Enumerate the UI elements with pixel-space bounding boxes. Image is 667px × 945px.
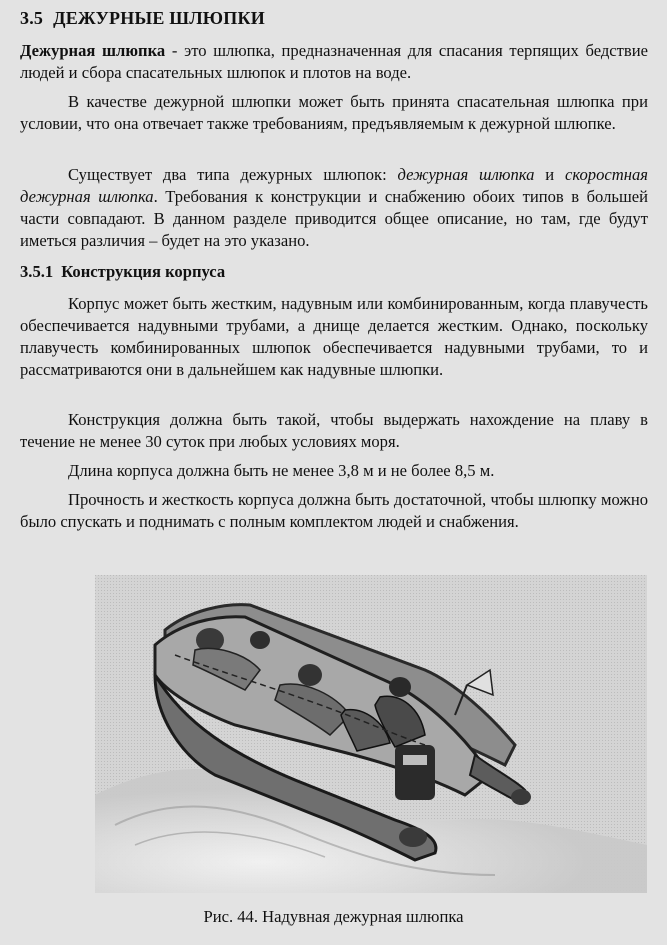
paragraph-hull-length: Длина корпуса должна быть не менее 3,8 м и не более 8,5 м.: [68, 461, 495, 480]
paragraph-hull-strength: Прочность и жесткость корпуса должна быть достаточной, чтобы шлюпку можно было спускать и поднимать с полным комплектом людей и снабжения.: [20, 490, 648, 531]
paragraph-boat-types: Существует два типа дежурных шлюпок: дежурная шлюпка и скоростная дежурная шлюпка. Требования к конструкции и снабжению обоих типов в большей части совпадают. В данном разделе приводится общее описание, но там, где будут иметься различия – будет на это указано.: [20, 165, 648, 250]
subsection-number: 3.5.1: [20, 262, 54, 281]
type-fast-rescue-boat: скоростная дежурная шлюпка: [20, 165, 648, 206]
definition-text: - это шлюпка, предназначенная для спасания терпящих бедствие людей и сбора спасательных шлюпок и плотов на воде.: [20, 41, 648, 82]
section-heading: [20, 8, 275, 29]
section-title: ДЕЖУРНЫЕ ШЛЮПКИ: [53, 8, 265, 28]
paragraph-hull-endurance: Конструкция должна быть такой, чтобы выдержать нахождение на плаву в течение не менее 30 суток при любых условиях моря.: [20, 410, 648, 451]
subsection-heading: [20, 262, 233, 282]
type-rescue-boat: дежурная шлюпка: [397, 165, 535, 184]
defined-term: Дежурная шлюпка: [20, 41, 166, 60]
inflatable-rescue-boat-photo: [95, 575, 647, 893]
subsection-title: Конструкция корпуса: [61, 262, 226, 281]
figure-caption: Рис. 44. Надувная дежурная шлюпка: [203, 907, 464, 926]
paragraph-definition: [20, 40, 648, 84]
section-number: 3.5: [20, 8, 44, 28]
paragraph-hull-types: Корпус может быть жестким, надувным или комбинированным, когда плавучесть обеспечивается надувными трубами, а днище делается жестким. Однако, поскольку плавучесть комбинированных шлюпок обеспечивается надувными трубами, то и рассматриваются они в дальнейшем как надувные шлюпки.: [20, 294, 648, 379]
paragraph-lifeboat-acceptance: В качестве дежурной шлюпки может быть принята спасательная шлюпка при условии, что она отвечает также требованиям, предъявляемым к дежурной шлюпке.: [20, 92, 648, 133]
